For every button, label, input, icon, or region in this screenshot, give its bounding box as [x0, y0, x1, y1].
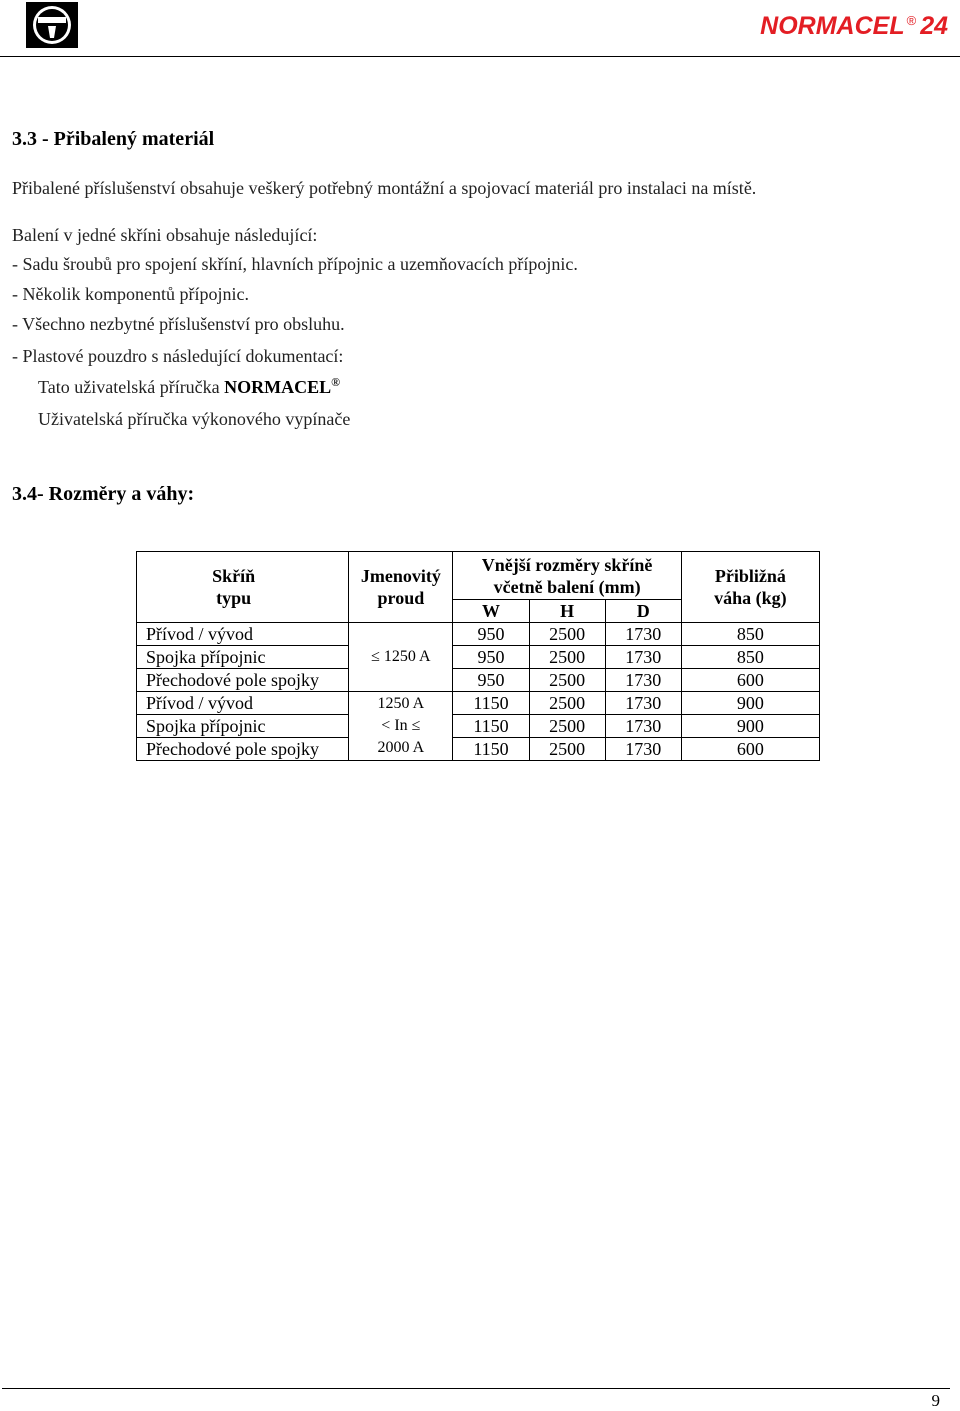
dimensions-weights-table: [136, 551, 820, 761]
header-height: H: [529, 600, 605, 623]
row-width: 1150: [453, 715, 529, 738]
rated-current-group-2-line3: 2000 A: [377, 739, 425, 756]
row-height: 2500: [529, 646, 605, 669]
user-manual-registered-mark: ®: [331, 375, 341, 389]
switch-manual-line: Uživatelská příručka výkonového vypínače: [38, 409, 351, 429]
row-depth: 1730: [605, 692, 681, 715]
row-height: 2500: [529, 738, 605, 761]
row-weight: 850: [681, 646, 819, 669]
row-depth: 1730: [605, 669, 681, 692]
rated-current-group-2-line1: 1250 A: [377, 695, 425, 712]
header-depth: D: [605, 600, 681, 623]
row-depth: 1730: [605, 646, 681, 669]
row-type: Spojka přípojnic: [137, 646, 349, 669]
row-width: 950: [453, 623, 529, 646]
rated-current-group-2-line2: < In ≤: [381, 717, 421, 734]
user-manual-line: [38, 377, 340, 398]
list-item: - Několik komponentů přípojnic.: [12, 284, 249, 304]
rated-current-group-1: ≤ 1250 A: [349, 623, 453, 692]
row-type: Přechodové pole spojky: [137, 738, 349, 761]
header-cabinet-type: [137, 552, 349, 623]
brand-number: 24: [920, 12, 948, 40]
table-row: [137, 646, 820, 669]
row-type: Spojka přípojnic: [137, 715, 349, 738]
header-rated-current-line2: proud: [377, 588, 425, 608]
row-depth: 1730: [605, 623, 681, 646]
brand-name: NORMACEL: [760, 12, 905, 40]
header-outer-dimensions: [453, 552, 681, 600]
header-outer-dimensions-line1: Vnější rozměry skříně: [481, 554, 653, 575]
header-rated-current: [349, 552, 453, 623]
row-depth: 1730: [605, 715, 681, 738]
section-34-title: 3.4- Rozměry a váhy:: [12, 483, 195, 505]
header-outer-dimensions-line2: včetně balení (mm): [493, 576, 641, 597]
rated-current-group-2: [349, 692, 453, 761]
row-weight: 850: [681, 623, 819, 646]
row-weight: 600: [681, 738, 819, 761]
row-depth: 1730: [605, 738, 681, 761]
header-approx-weight-line1: Přibližná: [714, 566, 786, 586]
package-contents-intro: Balení v jedné skříni obsahuje následující:: [12, 225, 318, 245]
table-row: [137, 669, 820, 692]
header-divider: [0, 56, 960, 57]
row-width: 1150: [453, 692, 529, 715]
header-width: W: [453, 600, 529, 623]
header-approx-weight: [681, 552, 819, 623]
section-33-title: 3.3 - Přibalený materiál: [12, 128, 215, 150]
row-height: 2500: [529, 692, 605, 715]
footer-divider: [2, 1388, 950, 1389]
row-height: 2500: [529, 715, 605, 738]
efacec-logo: [26, 2, 78, 48]
row-weight: 900: [681, 692, 819, 715]
row-type: Přívod / vývod: [137, 623, 349, 646]
header-cabinet-type-line1: Skříň: [212, 566, 256, 586]
normacel-brand-title: [760, 12, 948, 41]
table-row: [137, 738, 820, 761]
efacec-logo-icon: [26, 2, 78, 48]
row-type: Přívod / vývod: [137, 692, 349, 715]
header-rated-current-line1: Jmenovitý: [360, 566, 441, 586]
list-item: - Sadu šroubů pro spojení skříní, hlavních přípojnic a uzemňovacích přípojnic.: [12, 254, 578, 274]
row-width: 950: [453, 646, 529, 669]
page-number: 9: [931, 1391, 940, 1410]
row-weight: 900: [681, 715, 819, 738]
row-weight: 600: [681, 669, 819, 692]
row-width: 1150: [453, 738, 529, 761]
table-row: [137, 715, 820, 738]
table-row: [137, 623, 820, 646]
row-type: Přechodové pole spojky: [137, 669, 349, 692]
user-manual-prefix: Tato uživatelská příručka: [38, 377, 220, 397]
section-33-intro: Přibalené příslušenství obsahuje veškerý potřebný montážní a spojovací materiál pro instalaci na místě.: [12, 178, 757, 198]
row-height: 2500: [529, 623, 605, 646]
registered-mark: ®: [906, 13, 917, 28]
user-manual-brand: NORMACEL: [224, 377, 332, 397]
row-width: 950: [453, 669, 529, 692]
row-height: 2500: [529, 669, 605, 692]
header-cabinet-type-line2: typu: [216, 588, 252, 608]
table-row: [137, 692, 820, 715]
list-item: - Plastové pouzdro s následující dokumentací:: [12, 346, 344, 366]
list-item: - Všechno nezbytné příslušenství pro obsluhu.: [12, 314, 345, 334]
header-approx-weight-line2: váha (kg): [714, 588, 787, 608]
